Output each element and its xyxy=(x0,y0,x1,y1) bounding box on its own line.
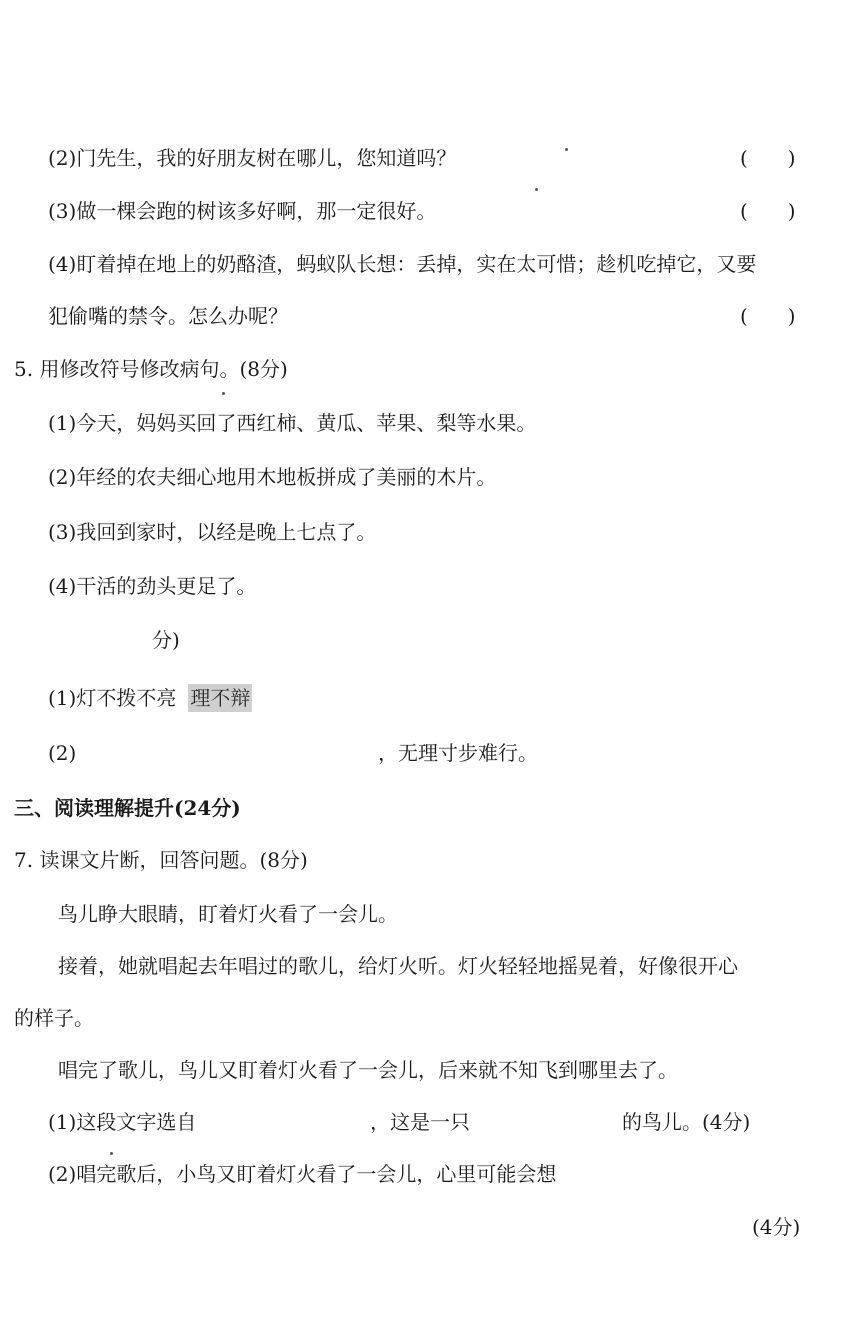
answer-parentheses-2: ( ) xyxy=(740,146,796,170)
q7-passage-para-2-line-1: 接着，她就唱起去年唱过的歌儿，给灯火听。灯火轻轻地摇晃着，好像很开心 xyxy=(58,954,738,978)
answer-parentheses-4: ( ) xyxy=(740,304,796,328)
q5-item-2: (2)年经的农夫细心地用木地板拼成了美丽的木片。 xyxy=(48,465,497,489)
q6-item-1-text: (1)灯不拨不亮 xyxy=(48,686,177,710)
q7-sub-1-part-c: 的鸟儿。(4分) xyxy=(622,1110,751,1134)
q6-item-2-text: ，无理寸步难行。 xyxy=(378,741,538,765)
q7-sub-1-part-a: (1)这段文字选自 xyxy=(48,1110,197,1134)
q7-heading: 7. 读课文片断，回答问题。(8分) xyxy=(14,848,308,872)
scan-speck xyxy=(565,148,568,151)
q5-heading: 5. 用修改符号修改病句。(8分) xyxy=(14,357,288,381)
q5-item-3: (3)我回到家时，以经是晚上七点了。 xyxy=(48,520,377,544)
answer-parentheses-3: ( ) xyxy=(740,199,796,223)
q7-sub-2: (2)唱完歌后，小鸟又盯着灯火看了一会儿，心里可能会想 xyxy=(48,1162,557,1186)
q5-item-4: (4)干活的劲头更足了。 xyxy=(48,574,257,598)
q4-item-4-line-2: 犯偷嘴的禁令。怎么办呢？ xyxy=(48,304,288,328)
q6-heading-fragment: 分) xyxy=(152,628,180,652)
q7-sub-2-score: (4分) xyxy=(752,1215,801,1239)
q6-item-2-label: (2) xyxy=(48,741,77,765)
scan-speck xyxy=(535,188,538,191)
section-3-heading: 三、阅读理解提升(24分) xyxy=(14,796,241,820)
q5-item-1: (1)今天，妈妈买回了西红柿、黄瓜、苹果、梨等水果。 xyxy=(48,411,537,435)
scan-speck xyxy=(222,392,225,395)
q7-passage-para-1: 鸟儿睁大眼睛，盯着灯火看了一会儿。 xyxy=(58,902,398,926)
q7-passage-para-2-line-2: 的样子。 xyxy=(14,1006,94,1030)
scan-speck xyxy=(110,1152,113,1155)
q6-item-1 xyxy=(48,684,252,712)
q4-item-2: (2)门先生，我的好朋友树在哪儿，您知道吗？ xyxy=(48,146,457,170)
q7-sub-1-part-b: ，这是一只 xyxy=(370,1110,470,1134)
q7-passage-para-3: 唱完了歌儿，鸟儿又盯着灯火看了一会儿，后来就不知飞到哪里去了。 xyxy=(58,1058,678,1082)
q4-item-4-line-1: (4)盯着掉在地上的奶酪渣，蚂蚁队长想：丢掉，实在太可惜；趁机吃掉它，又要 xyxy=(48,252,757,276)
q6-item-1-smudged-text: 理不辩 xyxy=(190,686,251,710)
q4-item-3: (3)做一棵会跑的树该多好啊，那一定很好。 xyxy=(48,199,437,223)
